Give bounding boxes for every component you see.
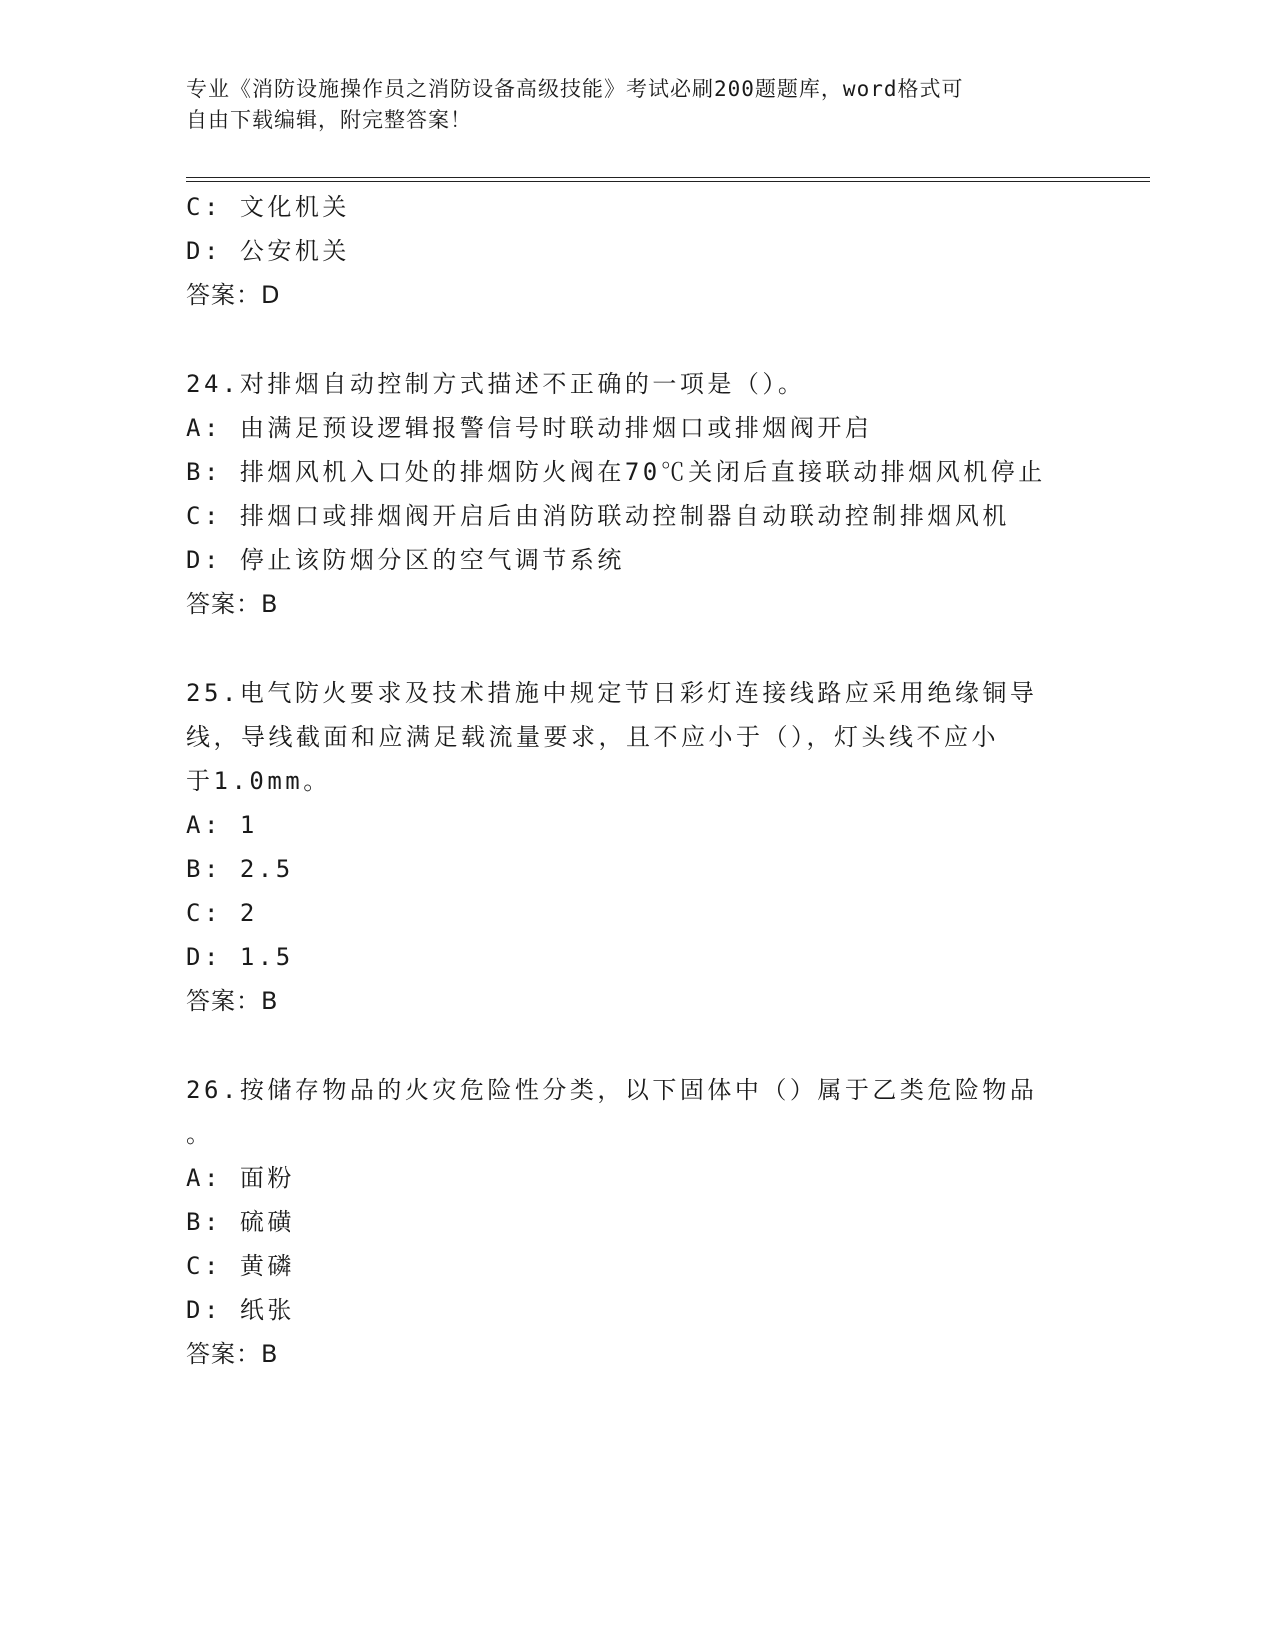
q25-option-b: B: 2.5: [186, 855, 294, 883]
header-rule-bottom: [186, 181, 1150, 182]
header-rule-top: [186, 177, 1150, 178]
q26-answer: 答案：B: [186, 1340, 279, 1368]
document-header: [186, 74, 1066, 136]
q24-option-d: D: 停止该防烟分区的空气调节系统: [186, 546, 625, 574]
q25-stem-line-1: 25.电气防火要求及技术措施中规定节日彩灯连接线路应采用绝缘铜导: [186, 679, 1038, 707]
q24-option-a: A: 由满足预设逻辑报警信号时联动排烟口或排烟阀开启: [186, 414, 873, 442]
q26-option-d: D: 纸张: [186, 1296, 295, 1324]
q26-stem-line-1: 26.按储存物品的火灾危险性分类，以下固体中（）属于乙类危险物品: [186, 1076, 1038, 1104]
q26-option-c: C: 黄磷: [186, 1252, 295, 1280]
q24-option-b: B: 排烟风机入口处的排烟防火阀在70℃关闭后直接联动排烟风机停止: [186, 458, 1046, 486]
q25-option-c: C: 2: [186, 899, 258, 927]
q23-answer: 答案：D: [186, 281, 281, 309]
q26-stem-line-2: 。: [186, 1120, 214, 1148]
q25-option-a: A: 1: [186, 811, 258, 839]
q24-stem: 24.对排烟自动控制方式描述不正确的一项是（）。: [186, 370, 806, 398]
header-line-1: 专业《消防设施操作员之消防设备高级技能》考试必刷200题题库，word格式可: [186, 77, 964, 101]
q24-option-c: C: 排烟口或排烟阀开启后由消防联动控制器自动联动控制排烟风机: [186, 502, 1010, 530]
q26-option-b: B: 硫磺: [186, 1208, 295, 1236]
q25-answer: 答案：B: [186, 987, 279, 1015]
q26-option-a: A: 面粉: [186, 1164, 295, 1192]
q25-stem-line-2: 线，导线截面和应满足载流量要求，且不应小于（），灯头线不应小: [186, 723, 999, 751]
q23-option-c: C: 文化机关: [186, 193, 350, 221]
q23-option-d: D: 公安机关: [186, 237, 350, 265]
q24-answer: 答案：B: [186, 590, 279, 618]
q25-option-d: D: 1.5: [186, 943, 294, 971]
header-line-2: 自由下载编辑，附完整答案！: [186, 108, 472, 132]
q25-stem-line-3: 于1.0mm。: [186, 767, 331, 795]
